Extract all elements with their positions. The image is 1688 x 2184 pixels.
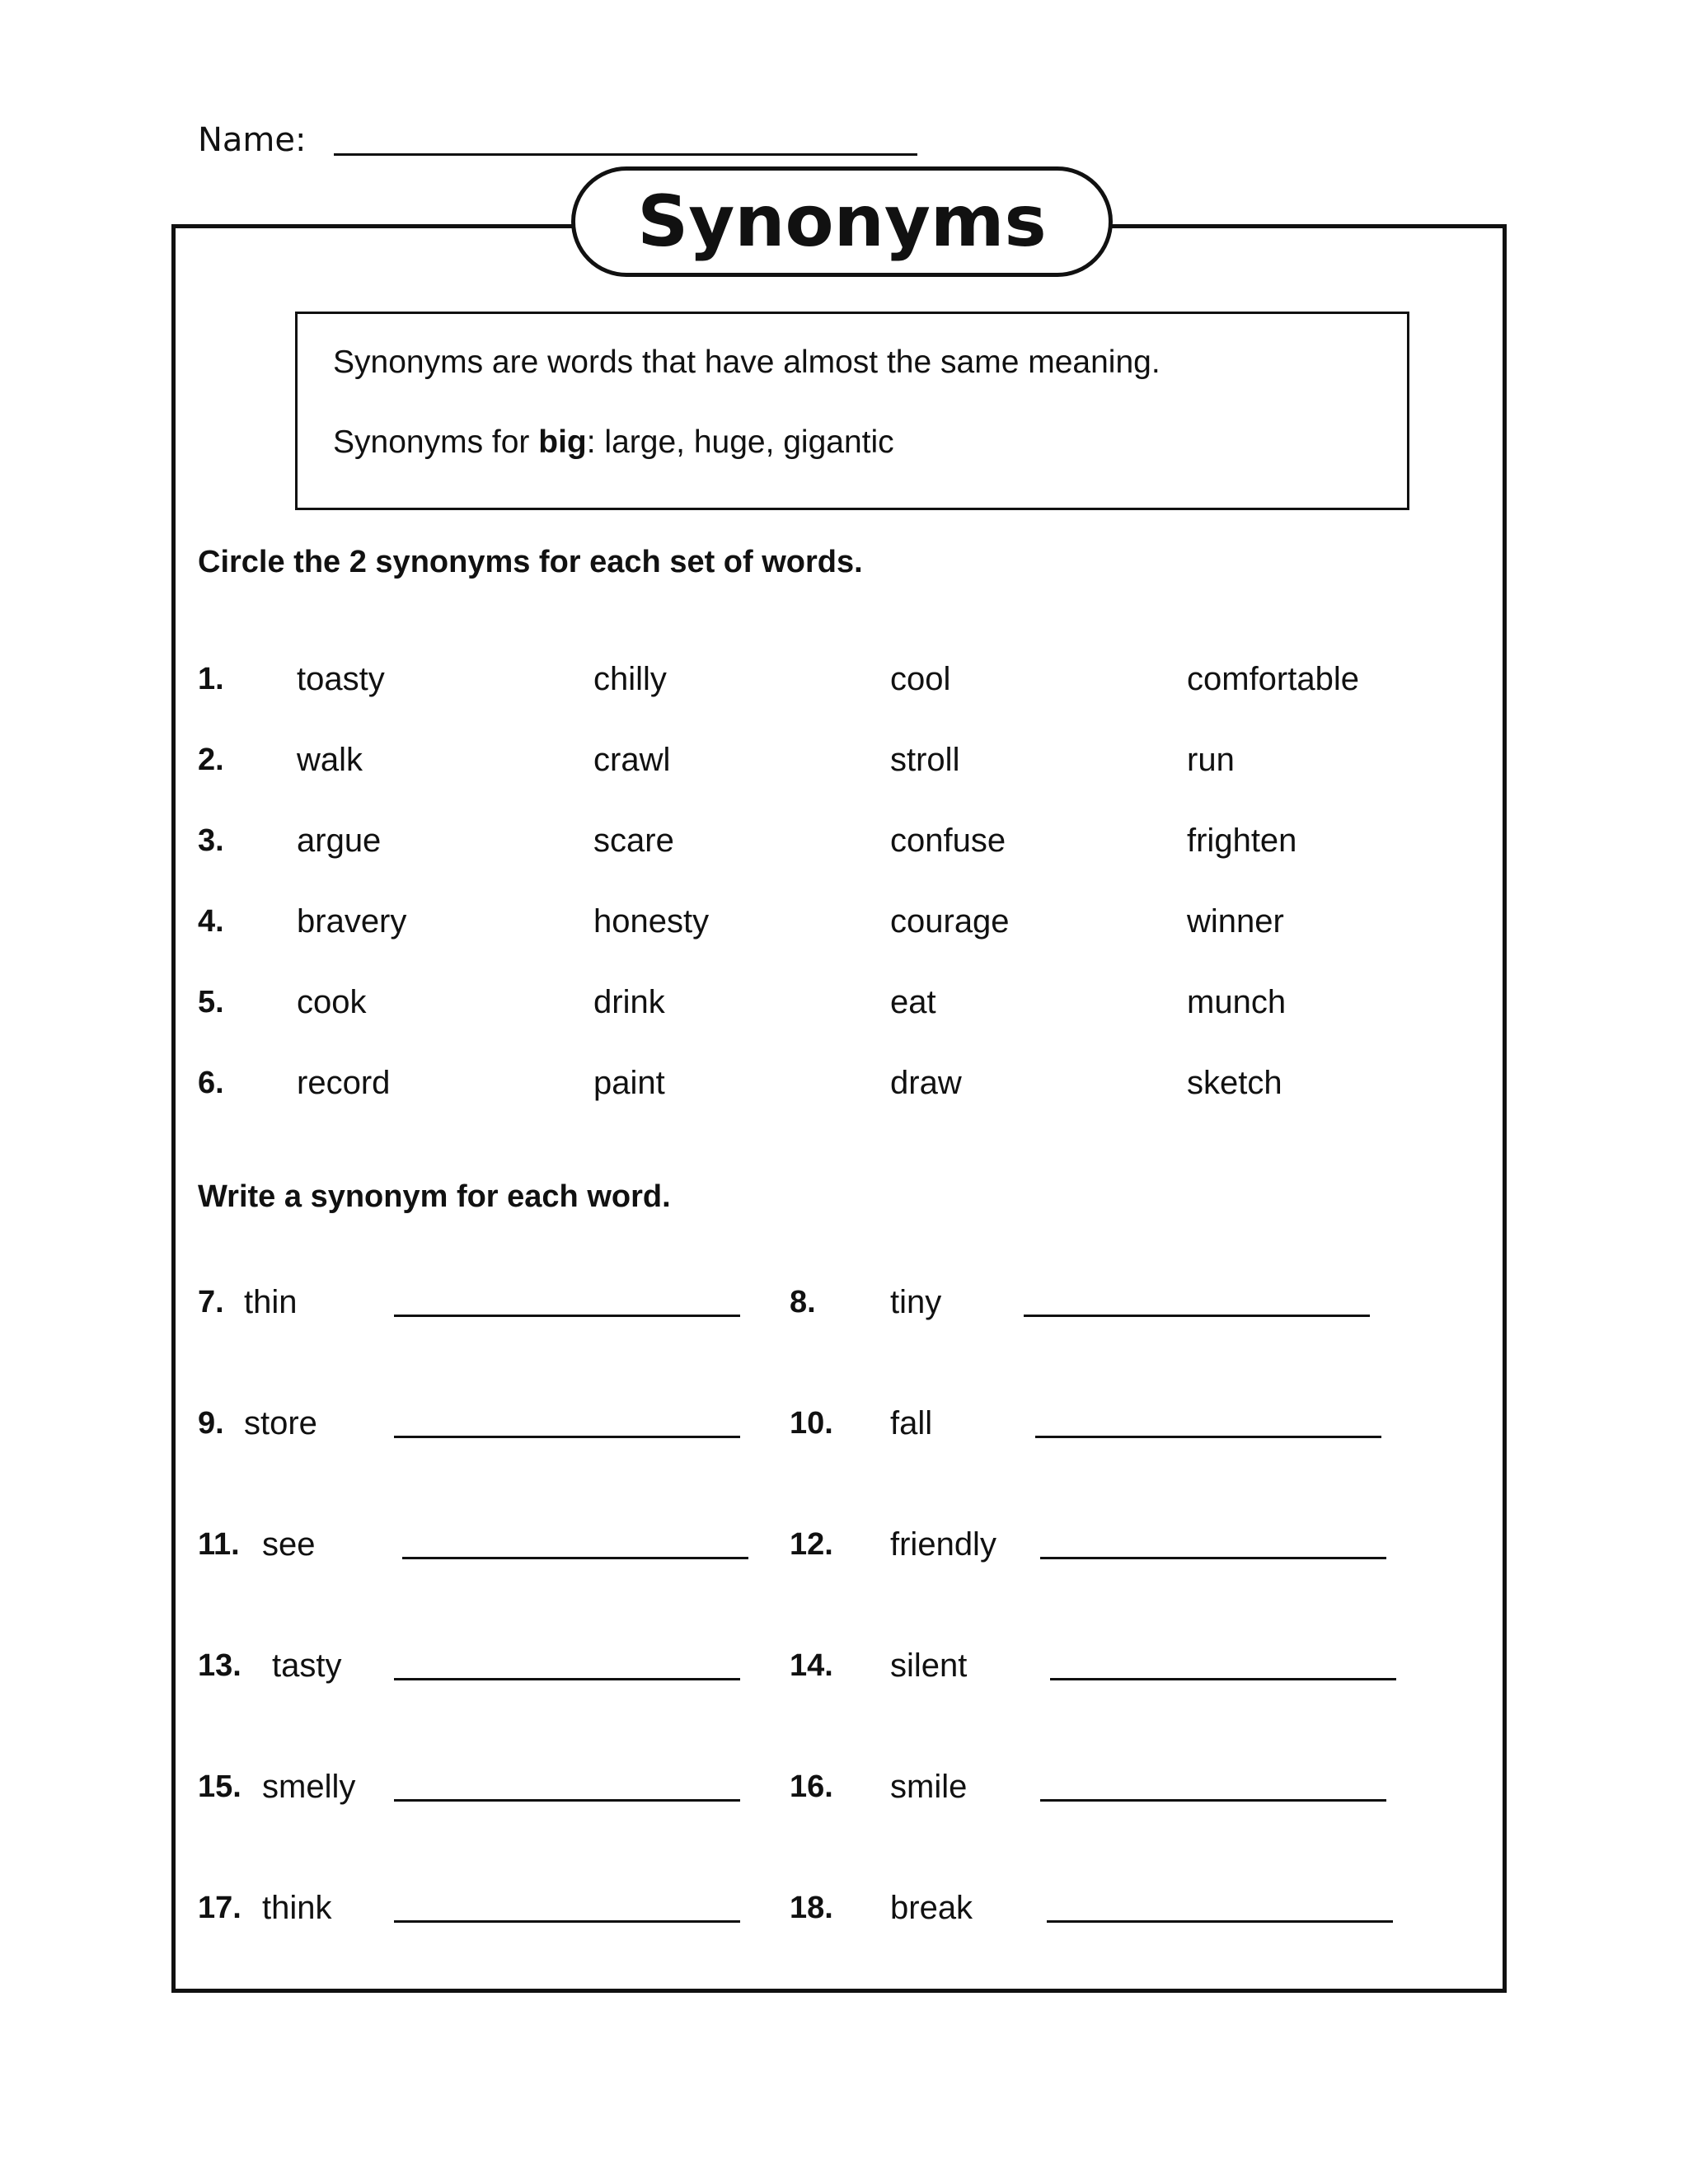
word-option[interactable]: cool [890,661,951,697]
item-number: 1. [198,662,224,696]
list-item [0,737,1688,783]
item-number: 15. [198,1769,241,1804]
answer-line[interactable] [394,1799,740,1802]
prompt-word: silent [890,1647,968,1684]
prompt-word: think [262,1890,332,1926]
list-item [0,818,1688,864]
word-option[interactable]: run [1187,742,1235,778]
word-option[interactable]: winner [1187,903,1284,940]
answer-line[interactable] [394,1315,740,1317]
prompt-word: fall [890,1405,933,1441]
item-number: 5. [198,985,224,1019]
item-number: 3. [198,823,224,858]
answer-line[interactable] [394,1920,740,1923]
prompt-word: break [890,1890,973,1926]
word-option[interactable]: honesty [593,903,710,940]
prompt-word: smelly [262,1769,356,1805]
prompt-word: store [244,1405,317,1441]
prompt-word: tasty [272,1647,342,1684]
answer-line[interactable] [1024,1315,1370,1317]
answer-line[interactable] [1050,1678,1396,1680]
prompt-word: thin [244,1284,298,1320]
item-number: 11. [198,1527,240,1562]
word-option[interactable]: confuse [890,823,1006,859]
answer-line[interactable] [1047,1920,1393,1923]
word-option[interactable]: scare [593,823,674,859]
prompt-word: tiny [890,1284,942,1320]
example-prefix: Synonyms for [333,424,539,460]
item-number: 2. [198,743,224,777]
answer-line[interactable] [394,1436,740,1438]
item-number: 9. [198,1406,224,1441]
answer-line[interactable] [394,1678,740,1680]
list-item [0,979,1688,1025]
item-number: 17. [198,1891,241,1925]
section2-instruction: Write a synonym for each word. [198,1179,671,1214]
answer-line[interactable] [1040,1557,1386,1559]
list-item [0,656,1688,702]
word-option[interactable]: drink [593,984,665,1020]
answer-line[interactable] [402,1557,748,1559]
word-option[interactable]: munch [1187,984,1287,1020]
definition-text: Synonyms are words that have almost the same meaning. [333,344,1160,380]
prompt-word: see [262,1526,316,1563]
word-option[interactable]: toasty [297,661,385,697]
word-option[interactable]: cook [297,984,367,1020]
item-number: 4. [198,904,224,939]
item-number: 10. [790,1406,833,1441]
prompt-word: smile [890,1769,968,1805]
word-option[interactable]: sketch [1187,1065,1282,1101]
section1-instruction: Circle the 2 synonyms for each set of words. [198,545,863,579]
word-option[interactable]: crawl [593,742,671,778]
list-item [0,898,1688,944]
item-number: 7. [198,1285,224,1319]
word-option[interactable]: paint [593,1065,665,1101]
list-item [0,1060,1688,1106]
name-input-line[interactable] [334,153,917,156]
item-number: 8. [790,1285,816,1319]
example-suffix: : large, huge, gigantic [586,424,894,460]
item-number: 18. [790,1891,833,1925]
word-option[interactable]: record [297,1065,391,1101]
word-option[interactable]: walk [297,742,363,778]
word-option[interactable]: courage [890,903,1010,940]
item-number: 6. [198,1066,224,1100]
item-number: 16. [790,1769,833,1804]
word-option[interactable]: draw [890,1065,962,1101]
example-text [333,422,894,463]
word-option[interactable]: chilly [593,661,667,697]
page-title: Synonyms [571,166,1113,277]
answer-line[interactable] [1035,1436,1381,1438]
name-label: Name: [198,121,307,159]
item-number: 12. [790,1527,833,1562]
word-option[interactable]: stroll [890,742,960,778]
word-option[interactable]: bravery [297,903,407,940]
answer-line[interactable] [1040,1799,1386,1802]
prompt-word: friendly [890,1526,996,1563]
item-number: 14. [790,1648,833,1683]
word-option[interactable]: comfortable [1187,661,1359,697]
word-option[interactable]: eat [890,984,936,1020]
item-number: 13. [198,1648,241,1683]
word-option[interactable]: argue [297,823,382,859]
example-word: big [538,424,587,460]
word-option[interactable]: frighten [1187,823,1297,859]
